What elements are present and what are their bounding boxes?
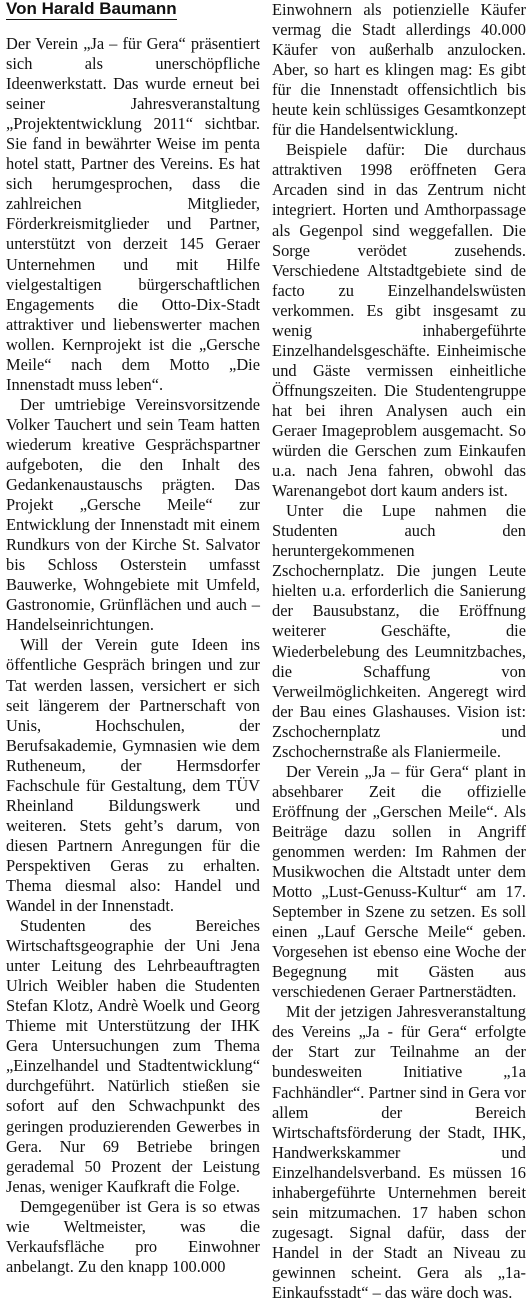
paragraph: Der Verein „Ja – für Gera“ präsentiert sich als unerschöpfliche Ideenwerkstatt. Das wurde erneut bei seiner Jahresveranstaltung „Projektentwicklung 2011“ sichtbar. Sie fand in bewährter Weise im penta hotel statt, Partner des Vereins. Es hat sich herumgesprochen, dass die zahlreichen Mitglieder, Förderkreismitglieder und Partner, unterstützt von derzeit 145 Geraer Unternehmen und mit Hilfe vielgestaltigen bürgerschaftlichen Engagements die Otto-Dix-Stadt attraktiver und liebenswerter machen wollen. Kernprojekt ist die „Gersche Meile“ nach dem Motto „Die Innenstadt muss leben“.: [6, 34, 260, 394]
article-column-left: [6, 0, 260, 1276]
paragraph: Studenten des Bereiches Wirtschaftsgeographie der Uni Jena unter Leitung des Lehrbeauftragten Ulrich Weibler haben die Studenten Stefan Klotz, Andrè Woelk und Georg Thieme mit Unterstützung der IHK Gera Untersuchungen zum Thema „Einzelhandel und Stadtentwicklung“ durchgeführt. Natürlich stießen sie sofort auf den Schwachpunkt des geringen produzierenden Gewerbes in Gera. Nur 69 Betriebe bringen gerademal 50 Prozent der Leistung Jenas, weniger Kaufkraft die Folge.: [6, 916, 260, 1196]
paragraph: Beispiele dafür: Die durchaus attraktiven 1998 eröffneten Gera Arcaden sind in das Zentrum nicht integriert. Horten und Amthorpassage als Gegenpol sind weggefallen. Die Sorge verödet zusehends. Verschiedene Altstadtgebiete sind de facto zu Einzelhandelswüsten verkommen. Es gibt insgesamt zu wenig inhabergeführte Einzelhandelsgeschäfte. Einheimische und Gäste vermissen einheitliche Öffnungszeiten. Die Studentengruppe hat bei ihren Analysen auch ein Geraer Imageproblem ausgemacht. So würden die Gerschen zum Einkaufen u.a. nach Jena fahren, obwohl das Warenangebot dort kaum anders ist.: [272, 140, 526, 501]
author-byline: Von Harald Baumann: [6, 0, 177, 18]
paragraph: Der umtriebige Vereinsvorsitzende Volker Tauchert und sein Team hatten wiederum kreative Gesprächspartner aufgeboten, die den Inhalt des Gedankenaustauschs prägten. Das Projekt „Gersche Meile“ zur Entwicklung der Innenstadt mit einem Rundkurs von der Kirche St. Salvator bis Schloss Osterstein umfasst Bauwerke, Wohngebiete mit Umfeld, Gastronomie, Grünflächen und auch – Handelseinrichtungen.: [6, 394, 260, 635]
article-column-right: [272, 0, 526, 1302]
paragraph: Einwohnern als potienzielle Käufer vermag die Stadt allerdings 40.000 Käufer von außerhalb anzulocken. Aber, so hart es klingen mag: Es gibt für die Innenstadt offensichtlich bis heute kein schlüssiges Gesamtkonzept für die Handelsentwicklung.: [272, 0, 526, 140]
paragraph: Mit der jetzigen Jahresveranstaltung des Vereins „Ja - für Gera“ erfolgte der Start zur Teilnahme an der bundesweiten Initiative „1a Fachhändler“. Partner sind in Gera vor allem der Bereich Wirtschaftsförderung der Stadt, IHK, Handwerkskammer und Einzelhandelsverband. Es müssen 16 inhabergeführte Unternehmen bereit sein mitzumachen. 17 haben schon zugesagt. Signal dafür, dass der Handel in der Stadt an Niveau zu gewinnen scheint. Gera als „1a-Einkaufsstadt“ – das wäre doch was.: [272, 1002, 526, 1302]
paragraph: Der Verein „Ja – für Gera“ plant in absehbarer Zeit die offizielle Eröffnung der „Gerschen Meile“. Als Beiträge dazu sollen in Angriff genommen werden: Im Rahmen der Musikwochen die Altstadt unter dem Motto „Lust-Genuss-Kultur“ am 17. September in Szene zu setzen. Es soll einen „Lauf Gersche Meile“ geben. Vorgesehen ist ebenso eine Woche der Begegnung mit Gästen aus verschiedenen Geraer Partnerstädten.: [272, 761, 526, 1002]
paragraph: Unter die Lupe nahmen die Studenten auch den heruntergekommenen Zschochernplatz. Die jungen Leute hielten u.a. erforderlich die Sanierung der Bausubstanz, die Eröffnung weiterer Geschäfte, die Wiederbelebung des Leumnitzbaches, die Schaffung von Verweilmöglichkeiten. Angeregt wird der Bau eines Glashauses. Vision ist: Zschochernplatz und Zschochernstraße als Flaniermeile.: [272, 501, 526, 761]
paragraph: Demgegenüber ist Gera is so etwas wie Weltmeister, was die Verkaufsfläche pro Einwohner anbelangt. Zu den knapp 100.000: [6, 1196, 260, 1276]
paragraph: Will der Verein gute Ideen ins öffentliche Gespräch bringen und zur Tat werden lassen, versichert er sich seit längerem der Partnerschaft von Unis, Hochschulen, der Berufsakademie, Gymnasien wie dem Rutheneum, der Hermsdorfer Fachschule für Gestaltung, dem TÜV Rheinland Bildungswerk und weiteren. Stets geht’s darum, von diesen Partnern Anregungen für die Perspektiven Geras zu erhalten. Thema diesmal also: Handel und Wandel in der Innenstadt.: [6, 635, 260, 916]
